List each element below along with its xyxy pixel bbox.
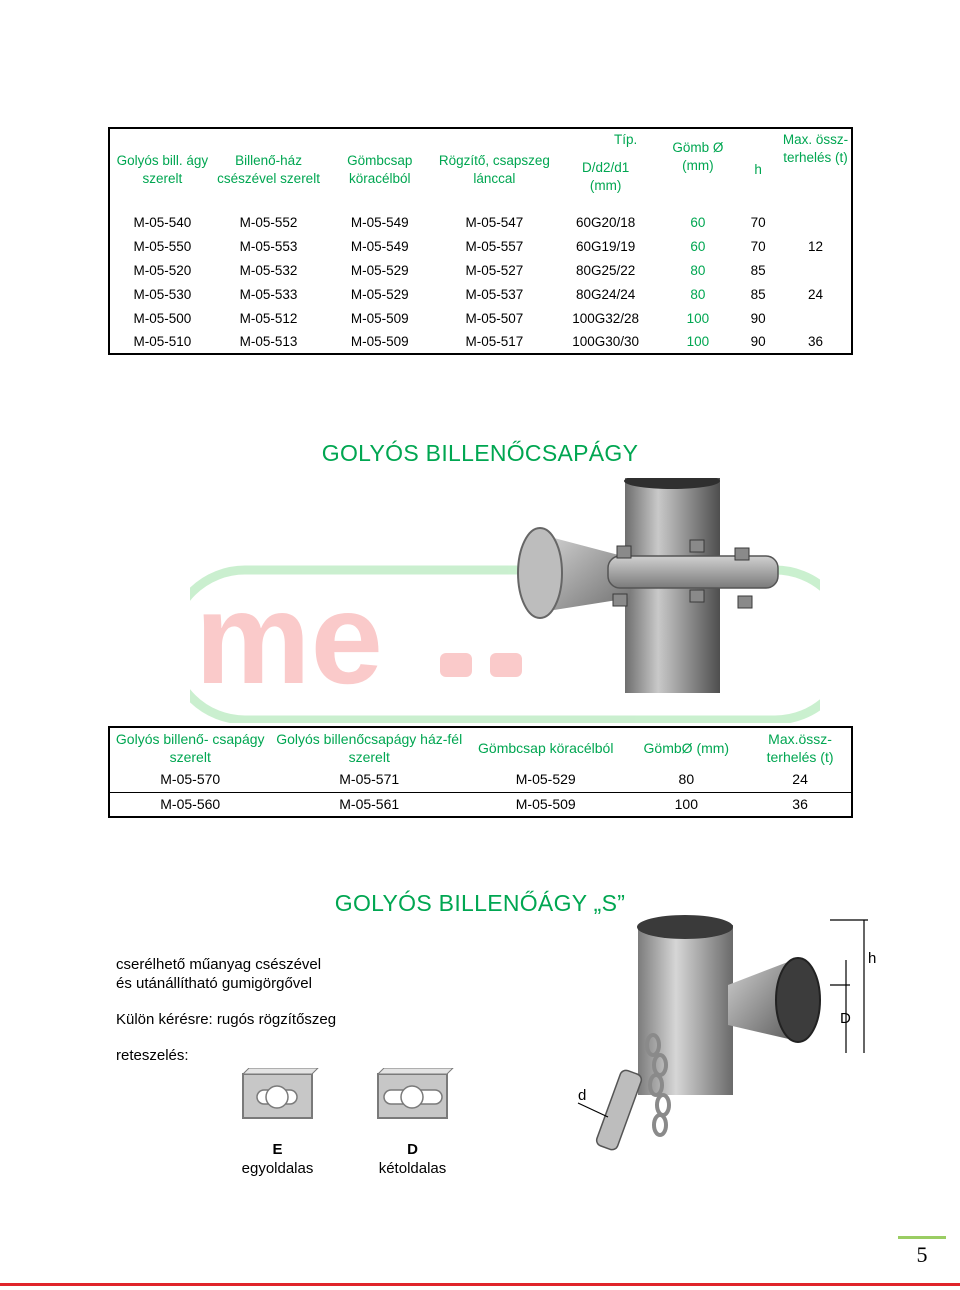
bolt [735, 548, 749, 560]
lock-e-letter: E [272, 1141, 283, 1158]
lock-d-letter: D [407, 1141, 418, 1158]
bolt [690, 590, 704, 602]
flange [608, 556, 778, 588]
type-label: Típ. [613, 132, 638, 147]
col-header-assembled-bearing: Golyós billenő- csapágy szerelt [115, 730, 265, 765]
col-header-max-load: Max. össz- terhelés (t) [782, 132, 849, 165]
table-cell: M-05-532 [239, 262, 298, 278]
feature-note-line2: és utánállítható gumigörgővel [116, 975, 312, 992]
table-cell: 60G20/18 [575, 214, 636, 230]
page-number: 5 [916, 1242, 928, 1267]
feature-note [116, 955, 321, 993]
table-cell: 100G32/28 [572, 310, 640, 326]
table-cell: 80G25/22 [575, 262, 636, 278]
special-request-note: Külön kérésre: rugós rögzítőszeg [116, 1011, 337, 1028]
col-header-ball-diameter: GömbØ (mm) [643, 739, 730, 756]
col-header-assembled-bed: Golyós bill. ágy szerelt [116, 152, 209, 186]
locking-label: reteszelés: [116, 1047, 189, 1064]
table-cell: 80G24/24 [575, 286, 636, 302]
bolt [738, 596, 752, 608]
table-cell: 100 [686, 334, 710, 349]
table-row [109, 330, 852, 354]
table-row [109, 210, 852, 234]
table-cell: 85 [750, 262, 766, 278]
table-cell: M-05-552 [239, 214, 298, 230]
col-header-fixing-pin: Rögzítő, csapszeg lánccal [438, 152, 550, 186]
table-cell: 85 [750, 286, 766, 302]
table-cell: 60 [690, 238, 706, 254]
table-cell: M-05-530 [133, 286, 192, 302]
tilting-bearing-photo [190, 478, 820, 723]
table-row [109, 282, 852, 306]
table-cell: M-05-507 [465, 310, 524, 326]
table-cell: 24 [808, 286, 824, 302]
table-cell: M-05-540 [133, 214, 192, 230]
tilting-bed-s-photo [568, 905, 898, 1160]
table-cell: M-05-560 [109, 792, 270, 817]
table-cell: 80 [690, 286, 706, 302]
table-cell: M-05-500 [133, 310, 192, 326]
table-cell: M-05-533 [239, 286, 298, 302]
col-header-ball-diameter: Gömb Ø (mm) [672, 140, 724, 173]
dim-h-label: h [868, 950, 877, 967]
lock-plate-d-icon [370, 1068, 455, 1128]
table-cell: M-05-517 [465, 334, 524, 349]
table-cell: M-05-571 [339, 771, 400, 788]
table-cell: 12 [808, 238, 824, 254]
table-cell: M-05-550 [133, 238, 192, 254]
lock-d-label: kétoldalas [378, 1160, 447, 1177]
table-cell: M-05-509 [350, 310, 409, 326]
col-header-ball-pin: Gömbcsap köracélból [347, 152, 413, 186]
feature-note-line1: cserélhető műanyag csészével [116, 956, 322, 973]
page-number-bar [898, 1236, 946, 1239]
table-cell: 100 [624, 792, 750, 817]
col-header-tilting-housing: Billenő-ház csészével szerelt [217, 152, 320, 186]
table-cell: 60 [690, 214, 706, 230]
table-cell: 70 [750, 214, 766, 230]
col-header-housing-half: Golyós billenőcsapágy ház-fél szerelt [276, 730, 463, 765]
section-title-tilting-bed-s: GOLYÓS BILLENŐÁGY „S” [334, 890, 626, 916]
table-cell: 90 [750, 310, 766, 326]
watermark-text: me [195, 565, 383, 711]
table-row [109, 792, 852, 817]
table-cell: M-05-509 [468, 792, 624, 817]
table-cell: 80 [690, 262, 706, 278]
bolt [613, 594, 627, 606]
spec-table-1 [108, 127, 853, 355]
bed-cup-face [776, 958, 820, 1042]
table-cell: M-05-549 [350, 238, 409, 254]
table-cell: 36 [749, 792, 852, 817]
table-cell: M-05-512 [239, 310, 298, 326]
diameter-label: D/d2/d1 (mm) [581, 160, 630, 193]
table-cell [780, 210, 852, 234]
table-cell [780, 258, 852, 282]
section-title-tilting-bearing: GOLYÓS BILLENŐCSAPÁGY [321, 440, 639, 466]
table-cell: M-05-570 [160, 771, 221, 788]
table-cell: M-05-520 [133, 262, 192, 278]
table-cell: 60G19/19 [575, 238, 636, 254]
table-cell: 80 [678, 771, 695, 788]
spec-table-2 [108, 726, 853, 818]
table-cell: 70 [750, 238, 766, 254]
table-cell: M-05-509 [350, 334, 409, 349]
table-cell: 100 [686, 310, 710, 326]
table-cell: M-05-547 [465, 214, 524, 230]
dim-D-label: D [840, 1010, 851, 1027]
table-row [109, 767, 852, 792]
col-header-type [552, 128, 660, 210]
lock-plate-e-icon [235, 1068, 320, 1128]
table-cell: M-05-549 [350, 214, 409, 230]
table-row [109, 234, 852, 258]
bolt [617, 546, 631, 558]
bed-pipe [638, 925, 733, 1095]
locking-pin [595, 1069, 643, 1152]
footer-line [0, 1283, 960, 1286]
table-cell: M-05-529 [350, 286, 409, 302]
table-cell: M-05-529 [350, 262, 409, 278]
bearing-cup-face [518, 528, 562, 618]
table-cell: M-05-527 [465, 262, 524, 278]
table-cell: M-05-537 [465, 286, 524, 302]
col-header-h: h [754, 161, 762, 177]
table-cell: 24 [792, 771, 808, 788]
table-cell: M-05-557 [465, 238, 524, 254]
table-cell: 36 [808, 334, 824, 349]
col-header-ball-pin: Gömbcsap köracélból [478, 739, 614, 756]
table-cell: M-05-561 [270, 792, 467, 817]
lock-plate-two-sided [360, 1068, 465, 1178]
col-header-max-load: Max.össz- terhelés (t) [766, 730, 834, 765]
table-row [109, 306, 852, 330]
table-cell: M-05-553 [239, 238, 298, 254]
table-cell: 100G30/30 [572, 334, 640, 349]
table-cell: M-05-510 [133, 334, 192, 349]
table-cell: 90 [750, 334, 766, 349]
lock-plate-one-sided [230, 1068, 325, 1178]
table-cell: M-05-513 [239, 334, 298, 349]
table-row [109, 258, 852, 282]
lock-e-label: egyoldalas [241, 1160, 314, 1177]
bolt [690, 540, 704, 552]
dim-d-label: d [578, 1087, 587, 1104]
bed-pipe-top [637, 915, 733, 939]
table-cell [780, 306, 852, 330]
table-cell: M-05-529 [515, 771, 576, 788]
